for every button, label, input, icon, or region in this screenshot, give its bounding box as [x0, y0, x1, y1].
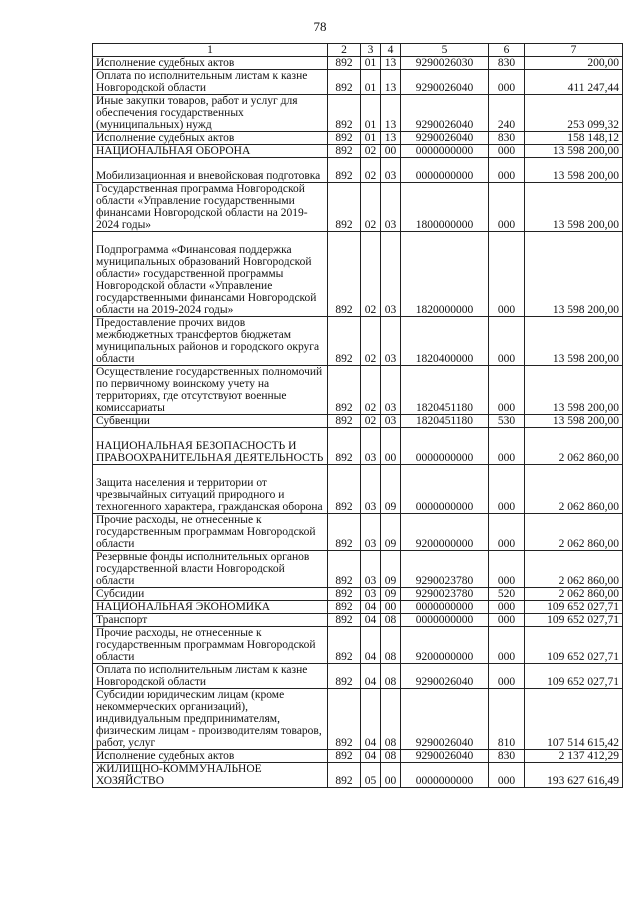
section-code: 02	[361, 317, 381, 366]
subsection-code: 13	[381, 57, 401, 70]
amount: 109 652 027,71	[525, 627, 623, 664]
subsection-code: 13	[381, 132, 401, 145]
table-row	[93, 588, 623, 601]
table-body	[93, 44, 623, 788]
subsection-code: 03	[381, 158, 401, 183]
expense-type-code: 000	[489, 232, 525, 317]
header-row	[93, 44, 623, 57]
amount: 107 514 615,42	[525, 689, 623, 750]
table-row	[93, 317, 623, 366]
subsection-code: 00	[381, 428, 401, 465]
row-name: ЖИЛИЩНО-КОММУНАЛЬНОЕ ХОЗЯЙСТВО	[93, 763, 328, 788]
table-row	[93, 158, 623, 183]
target-article-code: 9290026040	[401, 689, 489, 750]
amount: 253 099,32	[525, 95, 623, 132]
section-code: 04	[361, 689, 381, 750]
row-name: Субсидии	[93, 588, 328, 601]
table-row	[93, 232, 623, 317]
table-row	[93, 95, 623, 132]
expense-type-code: 000	[489, 317, 525, 366]
expense-type-code: 000	[489, 465, 525, 514]
row-name: Исполнение судебных актов	[93, 132, 328, 145]
target-article-code: 9290026030	[401, 57, 489, 70]
table-row	[93, 664, 623, 689]
row-name: Субвенции	[93, 415, 328, 428]
expense-type-code: 000	[489, 627, 525, 664]
column-header: 1	[93, 44, 328, 57]
expense-type-code: 000	[489, 145, 525, 158]
table-row	[93, 415, 623, 428]
section-code: 04	[361, 664, 381, 689]
admin-code: 892	[328, 415, 361, 428]
row-name: НАЦИОНАЛЬНАЯ ОБОРОНА	[93, 145, 328, 158]
section-code: 03	[361, 551, 381, 588]
section-code: 03	[361, 588, 381, 601]
subsection-code: 08	[381, 614, 401, 627]
admin-code: 892	[328, 158, 361, 183]
target-article-code: 1820451180	[401, 415, 489, 428]
amount: 13 598 200,00	[525, 317, 623, 366]
target-article-code: 9290026040	[401, 132, 489, 145]
expense-type-code: 000	[489, 158, 525, 183]
expense-type-code: 830	[489, 750, 525, 763]
amount: 13 598 200,00	[525, 366, 623, 415]
admin-code: 892	[328, 588, 361, 601]
expense-type-code: 240	[489, 95, 525, 132]
subsection-code: 09	[381, 551, 401, 588]
target-article-code: 0000000000	[401, 601, 489, 614]
target-article-code: 1820400000	[401, 317, 489, 366]
expense-type-code: 830	[489, 57, 525, 70]
amount: 109 652 027,71	[525, 664, 623, 689]
subsection-code: 09	[381, 588, 401, 601]
expense-type-code: 000	[489, 664, 525, 689]
row-name: Осуществление государственных полномочий по первичному воинскому учету на территориях, где отсутствуют военные комиссариаты	[93, 366, 328, 415]
expense-type-code: 000	[489, 514, 525, 551]
column-header: 3	[361, 44, 381, 57]
target-article-code: 0000000000	[401, 763, 489, 788]
table-row	[93, 763, 623, 788]
expense-type-code: 000	[489, 70, 525, 95]
section-code: 03	[361, 514, 381, 551]
amount: 13 598 200,00	[525, 183, 623, 232]
amount: 158 148,12	[525, 132, 623, 145]
section-code: 04	[361, 750, 381, 763]
row-name: Субсидии юридическим лицам (кроме некоммерческих организаций), индивидуальным предпринимателям, физическим лицам - производителям товаров, работ, услуг	[93, 689, 328, 750]
table-row	[93, 601, 623, 614]
section-code: 04	[361, 601, 381, 614]
expense-type-code: 530	[489, 415, 525, 428]
expense-type-code: 000	[489, 551, 525, 588]
expense-type-code: 000	[489, 601, 525, 614]
admin-code: 892	[328, 132, 361, 145]
amount: 411 247,44	[525, 70, 623, 95]
subsection-code: 03	[381, 183, 401, 232]
row-name: НАЦИОНАЛЬНАЯ ЭКОНОМИКА	[93, 601, 328, 614]
row-name: Предоставление прочих видов межбюджетных трансфертов бюджетам муниципальных районов и городского округа области	[93, 317, 328, 366]
amount: 200,00	[525, 57, 623, 70]
table-row	[93, 57, 623, 70]
subsection-code: 03	[381, 317, 401, 366]
amount: 13 598 200,00	[525, 145, 623, 158]
expense-type-code: 000	[489, 428, 525, 465]
column-header: 2	[328, 44, 361, 57]
target-article-code: 0000000000	[401, 158, 489, 183]
row-name: Прочие расходы, не отнесенные к государственным программам Новгородской области	[93, 514, 328, 551]
amount: 13 598 200,00	[525, 415, 623, 428]
amount: 2 062 860,00	[525, 514, 623, 551]
target-article-code: 1800000000	[401, 183, 489, 232]
target-article-code: 0000000000	[401, 428, 489, 465]
subsection-code: 03	[381, 366, 401, 415]
table-row	[93, 465, 623, 514]
expense-type-code: 810	[489, 689, 525, 750]
row-name: Иные закупки товаров, работ и услуг для обеспечения государственных (муниципальных) нужд	[93, 95, 328, 132]
admin-code: 892	[328, 95, 361, 132]
section-code: 01	[361, 132, 381, 145]
table-row	[93, 428, 623, 465]
table-row	[93, 614, 623, 627]
section-code: 02	[361, 232, 381, 317]
subsection-code: 00	[381, 601, 401, 614]
amount: 109 652 027,71	[525, 601, 623, 614]
target-article-code: 9290026040	[401, 95, 489, 132]
expense-type-code: 830	[489, 132, 525, 145]
column-header: 5	[401, 44, 489, 57]
admin-code: 892	[328, 627, 361, 664]
target-article-code: 9290023780	[401, 551, 489, 588]
admin-code: 892	[328, 551, 361, 588]
table-row	[93, 750, 623, 763]
expense-type-code: 000	[489, 366, 525, 415]
subsection-code: 08	[381, 689, 401, 750]
target-article-code: 0000000000	[401, 145, 489, 158]
admin-code: 892	[328, 750, 361, 763]
page-number: 78	[313, 19, 327, 34]
expense-type-code: 000	[489, 183, 525, 232]
expense-type-code: 000	[489, 614, 525, 627]
target-article-code: 0000000000	[401, 614, 489, 627]
subsection-code: 09	[381, 514, 401, 551]
admin-code: 892	[328, 689, 361, 750]
table-row	[93, 145, 623, 158]
section-code: 01	[361, 57, 381, 70]
section-code: 04	[361, 627, 381, 664]
target-article-code: 1820000000	[401, 232, 489, 317]
column-header: 7	[525, 44, 623, 57]
admin-code: 892	[328, 317, 361, 366]
admin-code: 892	[328, 428, 361, 465]
amount: 13 598 200,00	[525, 232, 623, 317]
section-code: 02	[361, 158, 381, 183]
budget-table	[92, 43, 623, 788]
row-name: Государственная программа Новгородской области «Управление государственными финансами Новгородской области на 2019-2024 годы»	[93, 183, 328, 232]
row-name: НАЦИОНАЛЬНАЯ БЕЗОПАСНОСТЬ И ПРАВООХРАНИТЕЛЬНАЯ ДЕЯТЕЛЬНОСТЬ	[93, 428, 328, 465]
target-article-code: 9290026040	[401, 750, 489, 763]
row-name: Защита населения и территории от чрезвычайных ситуаций природного и техногенного характера, гражданская оборона	[93, 465, 328, 514]
row-name: Транспорт	[93, 614, 328, 627]
expense-type-code: 000	[489, 763, 525, 788]
subsection-code: 03	[381, 415, 401, 428]
subsection-code: 08	[381, 627, 401, 664]
section-code: 04	[361, 614, 381, 627]
subsection-code: 00	[381, 763, 401, 788]
table-row	[93, 183, 623, 232]
admin-code: 892	[328, 145, 361, 158]
section-code: 03	[361, 465, 381, 514]
target-article-code: 1820451180	[401, 366, 489, 415]
admin-code: 892	[328, 514, 361, 551]
table-row	[93, 70, 623, 95]
amount: 2 062 860,00	[525, 465, 623, 514]
admin-code: 892	[328, 366, 361, 415]
section-code: 01	[361, 95, 381, 132]
amount: 193 627 616,49	[525, 763, 623, 788]
subsection-code: 00	[381, 145, 401, 158]
section-code: 02	[361, 415, 381, 428]
subsection-code: 13	[381, 95, 401, 132]
row-name: Прочие расходы, не отнесенные к государственным программам Новгородской области	[93, 627, 328, 664]
amount: 2 062 860,00	[525, 551, 623, 588]
section-code: 01	[361, 70, 381, 95]
target-article-code: 9290026040	[401, 664, 489, 689]
admin-code: 892	[328, 763, 361, 788]
table-row	[93, 366, 623, 415]
column-header: 6	[489, 44, 525, 57]
subsection-code: 08	[381, 750, 401, 763]
amount: 2 062 860,00	[525, 428, 623, 465]
row-name: Исполнение судебных актов	[93, 57, 328, 70]
target-article-code: 9200000000	[401, 627, 489, 664]
subsection-code: 03	[381, 232, 401, 317]
table-row	[93, 627, 623, 664]
admin-code: 892	[328, 664, 361, 689]
row-name: Мобилизационная и вневойсковая подготовка	[93, 158, 328, 183]
row-name: Резервные фонды исполнительных органов государственной власти Новгородской области	[93, 551, 328, 588]
target-article-code: 9290023780	[401, 588, 489, 601]
target-article-code: 9290026040	[401, 70, 489, 95]
admin-code: 892	[328, 183, 361, 232]
amount: 13 598 200,00	[525, 158, 623, 183]
admin-code: 892	[328, 614, 361, 627]
amount: 2 062 860,00	[525, 588, 623, 601]
row-name: Оплата по исполнительным листам к казне Новгородской области	[93, 664, 328, 689]
section-code: 02	[361, 366, 381, 415]
section-code: 05	[361, 763, 381, 788]
section-code: 02	[361, 145, 381, 158]
table-row	[93, 689, 623, 750]
amount: 2 137 412,29	[525, 750, 623, 763]
admin-code: 892	[328, 70, 361, 95]
target-article-code: 9200000000	[401, 514, 489, 551]
target-article-code: 0000000000	[401, 465, 489, 514]
amount: 109 652 027,71	[525, 614, 623, 627]
admin-code: 892	[328, 57, 361, 70]
table-row	[93, 551, 623, 588]
row-name: Подпрограмма «Финансовая поддержка муниципальных образований Новгородской области» государственной программы Новгородской области «Управление государственными финансами Новгородской области на 2019-2024 годы»	[93, 232, 328, 317]
row-name: Исполнение судебных актов	[93, 750, 328, 763]
table-row	[93, 132, 623, 145]
row-name: Оплата по исполнительным листам к казне Новгородской области	[93, 70, 328, 95]
column-header: 4	[381, 44, 401, 57]
admin-code: 892	[328, 465, 361, 514]
table-row	[93, 514, 623, 551]
admin-code: 892	[328, 232, 361, 317]
subsection-code: 08	[381, 664, 401, 689]
admin-code: 892	[328, 601, 361, 614]
section-code: 02	[361, 183, 381, 232]
section-code: 03	[361, 428, 381, 465]
expense-type-code: 520	[489, 588, 525, 601]
subsection-code: 09	[381, 465, 401, 514]
subsection-code: 13	[381, 70, 401, 95]
